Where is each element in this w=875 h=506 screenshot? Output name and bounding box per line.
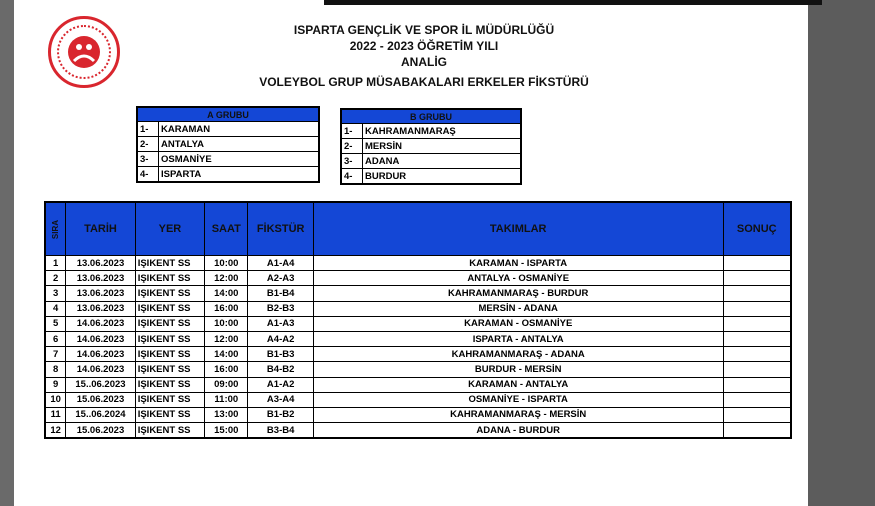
match-no: 7 [45,347,66,362]
match-teams: BURDUR - MERSİN [313,362,723,377]
match-code: B1-B2 [248,407,313,422]
group-a-row: 2- ANTALYA [137,137,319,152]
match-no: 2 [45,271,66,286]
match-result [723,362,791,377]
match-no: 9 [45,377,66,392]
match-result [723,316,791,331]
match-place: IŞIKENT SS [135,423,204,439]
col-takimlar: TAKIMLAR [313,202,723,256]
match-no: 4 [45,301,66,316]
match-place: IŞIKENT SS [135,256,204,271]
match-place: IŞIKENT SS [135,301,204,316]
match-time: 11:00 [205,392,248,407]
table-row [45,331,791,346]
match-date: 15.06.2023 [66,423,135,439]
match-time: 16:00 [205,301,248,316]
match-teams: OSMANİYE - ISPARTA [313,392,723,407]
match-date: 13.06.2023 [66,286,135,301]
match-teams: KAHRAMANMARAŞ - ADANA [313,347,723,362]
match-place: IŞIKENT SS [135,316,204,331]
match-code: B1-B4 [248,286,313,301]
match-place: IŞIKENT SS [135,286,204,301]
match-no: 5 [45,316,66,331]
match-date: 13.06.2023 [66,256,135,271]
group-b-row: 3- ADANA [341,154,521,169]
col-tarih: TARİH [66,202,135,256]
col-fikstur: FİKSTÜR [248,202,313,256]
fixture-table [44,201,792,439]
match-result [723,286,791,301]
match-time: 12:00 [205,271,248,286]
match-no: 6 [45,331,66,346]
match-teams: KAHRAMANMARAŞ - BURDUR [313,286,723,301]
table-row [45,271,791,286]
viewer-background-right [808,0,875,506]
title-line-4: VOLEYBOL GRUP MÜSABAKALARI ERKELER FİKSTÜRÜ [259,75,589,89]
match-teams: MERSİN - ADANA [313,301,723,316]
col-sira: SIRA [45,202,66,256]
match-date: 13.06.2023 [66,271,135,286]
match-code: B1-B3 [248,347,313,362]
table-row [45,301,791,316]
match-date: 15..06.2024 [66,407,135,422]
match-code: B3-B4 [248,423,313,439]
group-a-row: 4- ISPARTA [137,167,319,183]
table-row [45,362,791,377]
match-time: 16:00 [205,362,248,377]
match-teams: ANTALYA - OSMANİYE [313,271,723,286]
match-date: 15..06.2023 [66,377,135,392]
group-b-title: B GRUBU [341,109,521,124]
match-time: 12:00 [205,331,248,346]
match-teams: KARAMAN - ISPARTA [313,256,723,271]
title-line-3: ANALİG [401,55,447,69]
col-yer: YER [135,202,204,256]
match-no: 10 [45,392,66,407]
match-result [723,271,791,286]
match-date: 14.06.2023 [66,362,135,377]
group-a-row: 1- KARAMAN [137,122,319,137]
title-line-2: 2022 - 2023 ÖĞRETİM YILI [349,39,499,53]
match-code: B4-B2 [248,362,313,377]
match-place: IŞIKENT SS [135,331,204,346]
viewer-background-left [0,0,14,506]
match-code: A4-A2 [248,331,313,346]
group-a-title: A GRUBU [137,107,319,122]
match-date: 14.06.2023 [66,331,135,346]
fixture-header-row [45,202,791,256]
match-code: B2-B3 [248,301,313,316]
match-no: 8 [45,362,66,377]
page-top-border [324,0,822,5]
table-row [45,256,791,271]
match-place: IŞIKENT SS [135,347,204,362]
col-sonuc: SONUÇ [723,202,791,256]
match-time: 10:00 [205,256,248,271]
match-teams: ADANA - BURDUR [313,423,723,439]
document-title [214,22,634,90]
match-no: 3 [45,286,66,301]
title-line-1: ISPARTA GENÇLİK VE SPOR İL MÜDÜRLÜĞÜ [293,23,555,37]
match-teams: KARAMAN - OSMANİYE [313,316,723,331]
match-no: 11 [45,407,66,422]
match-result [723,392,791,407]
match-place: IŞIKENT SS [135,392,204,407]
match-no: 12 [45,423,66,439]
match-place: IŞIKENT SS [135,362,204,377]
match-result [723,256,791,271]
ministry-logo-icon [48,16,120,88]
match-place: IŞIKENT SS [135,271,204,286]
match-result [723,423,791,439]
match-place: IŞIKENT SS [135,377,204,392]
match-code: A1-A4 [248,256,313,271]
group-b-table [340,108,522,185]
match-result [723,301,791,316]
group-a-row: 3- OSMANİYE [137,152,319,167]
table-row [45,347,791,362]
match-no: 1 [45,256,66,271]
group-b-row: 2- MERSİN [341,139,521,154]
match-code: A1-A3 [248,316,313,331]
match-date: 13.06.2023 [66,301,135,316]
match-teams: ISPARTA - ANTALYA [313,331,723,346]
match-date: 14.06.2023 [66,316,135,331]
match-result [723,331,791,346]
match-code: A2-A3 [248,271,313,286]
match-result [723,407,791,422]
match-code: A1-A2 [248,377,313,392]
col-saat: SAAT [205,202,248,256]
match-teams: KAHRAMANMARAŞ - MERSİN [313,407,723,422]
match-date: 14.06.2023 [66,347,135,362]
match-place: IŞIKENT SS [135,407,204,422]
match-time: 14:00 [205,347,248,362]
match-date: 15.06.2023 [66,392,135,407]
table-row [45,377,791,392]
match-result [723,347,791,362]
match-time: 13:00 [205,407,248,422]
table-row [45,392,791,407]
match-code: A3-A4 [248,392,313,407]
match-time: 09:00 [205,377,248,392]
group-a-table [136,106,320,183]
group-b-row: 1- KAHRAMANMARAŞ [341,124,521,139]
document-page [14,0,808,506]
match-time: 14:00 [205,286,248,301]
match-time: 15:00 [205,423,248,439]
group-b-row: 4- BURDUR [341,169,521,185]
match-time: 10:00 [205,316,248,331]
table-row [45,286,791,301]
table-row [45,423,791,439]
table-row [45,407,791,422]
table-row [45,316,791,331]
match-result [723,377,791,392]
match-teams: KARAMAN - ANTALYA [313,377,723,392]
